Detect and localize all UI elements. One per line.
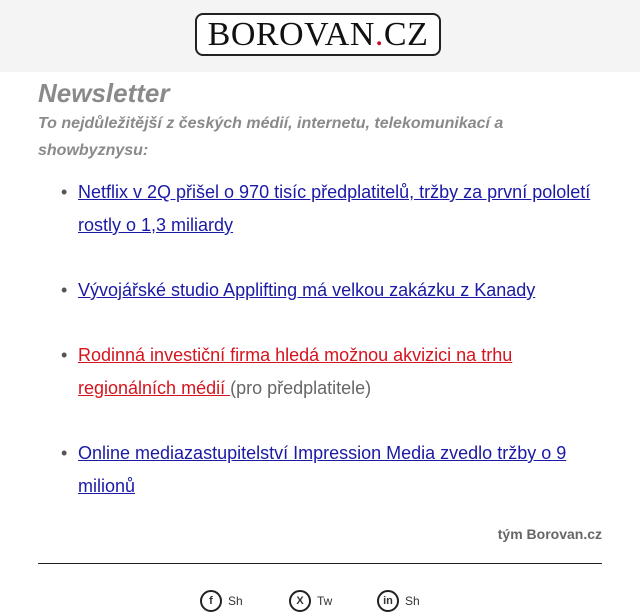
linkedin-icon: in xyxy=(377,590,399,612)
list-item xyxy=(78,274,598,307)
share-label: Tw xyxy=(317,594,333,608)
article-link[interactable]: Netflix v 2Q přišel o 970 tisíc předplatitelů, tržby za první pololetí rostly o 1,3 miliardy xyxy=(78,182,591,235)
borovan-logo[interactable] xyxy=(195,13,441,56)
divider xyxy=(38,563,602,564)
header-bar xyxy=(0,0,640,72)
list-item xyxy=(78,437,598,503)
list-item xyxy=(78,339,598,405)
facebook-icon: f xyxy=(200,590,222,612)
logo-tld: CZ xyxy=(383,15,429,53)
logo-dot: . xyxy=(374,15,384,53)
subscriber-note: (pro předplatitele) xyxy=(230,378,372,398)
share-x-button[interactable] xyxy=(289,590,332,612)
share-facebook-button[interactable] xyxy=(200,590,243,612)
signature: tým Borovan.cz xyxy=(497,526,602,542)
x-icon: X xyxy=(289,590,311,612)
newsletter-subtitle: To nejdůležitější z českých médií, internetu, telekomunikací a showbyznysu: xyxy=(38,115,504,159)
list-item xyxy=(78,176,598,242)
logo-text: BOROVAN xyxy=(207,15,375,53)
article-link-paid[interactable]: Rodinná investiční firma hledá možnou akvizici na trhu regionálních médií xyxy=(78,345,513,398)
share-linkedin-button[interactable] xyxy=(377,590,420,612)
article-list xyxy=(38,176,598,535)
share-label: Sh xyxy=(228,594,243,608)
newsletter-title: Newsletter xyxy=(38,78,170,108)
article-link[interactable]: Vývojářské studio Applifting má velkou zakázku z Kanady xyxy=(78,280,536,300)
share-label: Sh xyxy=(405,594,420,608)
article-link[interactable]: Online mediazastupitelství Impression Media zvedlo tržby o 9 milionů xyxy=(78,443,567,496)
